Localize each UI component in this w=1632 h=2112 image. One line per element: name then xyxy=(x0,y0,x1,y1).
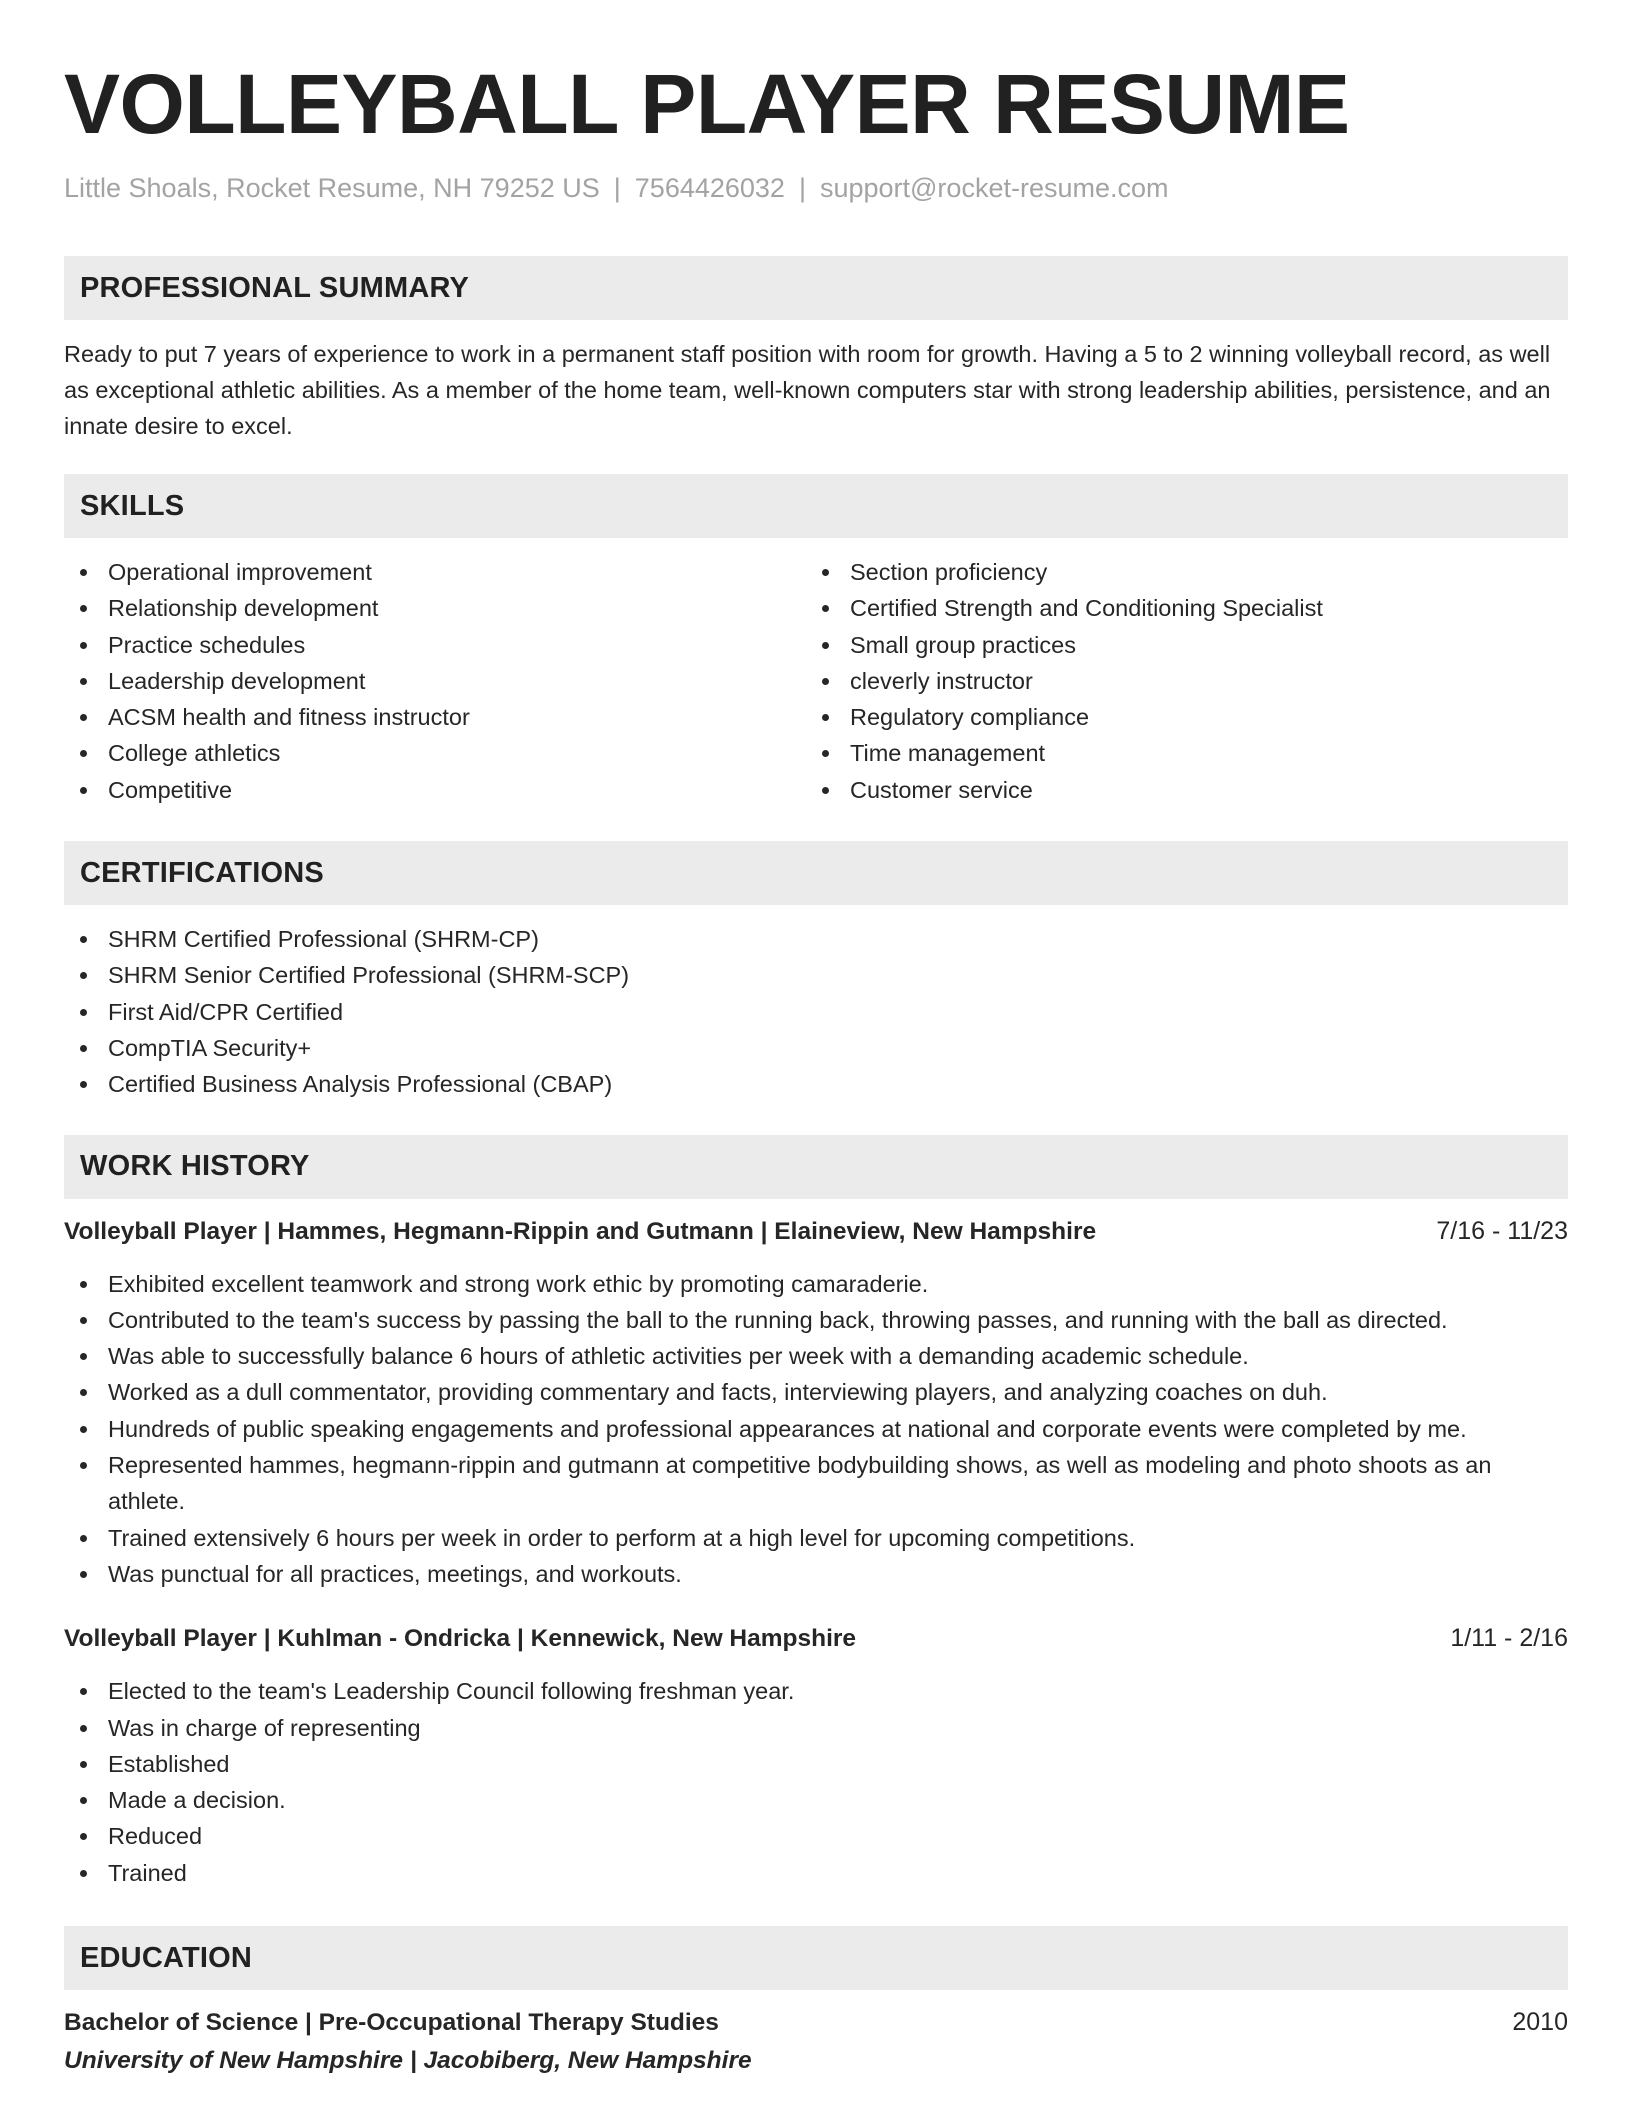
skill-item: Time management xyxy=(806,735,1548,771)
skills-list-left xyxy=(64,554,806,808)
education-heading xyxy=(64,2006,1568,2039)
section-header-education: EDUCATION xyxy=(64,1926,1568,1990)
job-bullet: Established xyxy=(64,1746,1568,1782)
job-heading xyxy=(64,1215,1568,1248)
summary-text: Ready to put 7 years of experience to work in a permanent staff position with room for growth. Having a 5 to 2 winning volleyball record, as well as exceptional athletic abilities. As a member of the home team, well-known computers star with strong leadership abilities, persistence, and an innate desire to excel. xyxy=(64,341,1551,439)
job-dates: 7/16 - 11/23 xyxy=(1436,1216,1568,1245)
section-header-work-history: WORK HISTORY xyxy=(64,1135,1568,1199)
contact-separator: | xyxy=(613,173,621,203)
skill-item: Leadership development xyxy=(64,663,806,699)
job-bullet: Trained xyxy=(64,1855,1568,1891)
job-bullet: Was able to successfully balance 6 hours of athletic activities per week with a demanding academic schedule. xyxy=(64,1338,1568,1374)
job-bullet: Made a decision. xyxy=(64,1782,1568,1818)
job-bullet: Trained extensively 6 hours per week in order to perform at a high level for upcoming competitions. xyxy=(64,1520,1568,1556)
contact-line xyxy=(64,172,1568,204)
education-school: University of New Hampshire | Jacobiberg, New Hampshire xyxy=(64,2047,752,2075)
skill-item: Practice schedules xyxy=(64,627,806,663)
skill-item: Small group practices xyxy=(806,627,1548,663)
job-bullet: Was in charge of representing xyxy=(64,1710,1568,1746)
skill-item: ACSM health and fitness instructor xyxy=(64,699,806,735)
skills-list-right xyxy=(806,554,1548,808)
job-bullet: Hundreds of public speaking engagements and professional appearances at national and corporate events were completed by me. xyxy=(64,1411,1568,1447)
contact-address: Little Shoals, Rocket Resume, NH 79252 US xyxy=(64,173,600,203)
job-bullets xyxy=(64,1266,1568,1593)
education-degree: Bachelor of Science | Pre-Occupational Therapy Studies xyxy=(64,2009,719,2037)
contact-email[interactable]: support@rocket-resume.com xyxy=(819,173,1169,203)
section-header-certifications: CERTIFICATIONS xyxy=(64,841,1568,905)
resume-title: VOLLEYBALL PLAYER RESUME xyxy=(64,57,1350,151)
certification-item: CompTIA Security+ xyxy=(64,1030,1568,1066)
skills-grid xyxy=(64,554,1568,808)
job-bullet: Was punctual for all practices, meetings, and workouts. xyxy=(64,1556,1568,1592)
skill-item: Competitive xyxy=(64,772,806,808)
job-bullet: Contributed to the team's success by passing the ball to the running back, throwing passes, and running with the ball as directed. xyxy=(64,1302,1568,1338)
skill-item: Operational improvement xyxy=(64,554,806,590)
certification-item: Certified Business Analysis Professional (CBAP) xyxy=(64,1066,1568,1102)
skill-item: Section proficiency xyxy=(806,554,1548,590)
job-bullets xyxy=(64,1673,1568,1891)
skill-item: Relationship development xyxy=(64,590,806,626)
certifications-list xyxy=(64,921,1568,1102)
skill-item: Customer service xyxy=(806,772,1548,808)
section-header-skills: SKILLS xyxy=(64,474,1568,538)
education-year: 2010 xyxy=(1512,2008,1568,2037)
job-bullet: Exhibited excellent teamwork and strong work ethic by promoting camaraderie. xyxy=(64,1266,1568,1302)
certification-item: First Aid/CPR Certified xyxy=(64,994,1568,1030)
contact-phone: 7564426032 xyxy=(634,173,785,203)
skill-item: cleverly instructor xyxy=(806,663,1548,699)
contact-separator: | xyxy=(798,173,806,203)
skill-item: Regulatory compliance xyxy=(806,699,1548,735)
job-heading xyxy=(64,1622,1568,1655)
certification-item: SHRM Certified Professional (SHRM-CP) xyxy=(64,921,1568,957)
job-bullet: Represented hammes, hegmann-rippin and gutmann at competitive bodybuilding shows, as well as modeling and photo shoots as an athlete. xyxy=(64,1447,1568,1520)
job-bullet: Elected to the team's Leadership Council following freshman year. xyxy=(64,1673,1568,1709)
job-dates: 1/11 - 2/16 xyxy=(1450,1624,1568,1653)
skill-item: Certified Strength and Conditioning Specialist xyxy=(806,590,1548,626)
job-title: Volleyball Player | Kuhlman - Ondricka | Kennewick, New Hampshire xyxy=(64,1625,857,1653)
section-header-summary: PROFESSIONAL SUMMARY xyxy=(64,256,1568,320)
skill-item: College athletics xyxy=(64,735,806,771)
job-bullet: Worked as a dull commentator, providing commentary and facts, interviewing players, and analyzing coaches on duh. xyxy=(64,1374,1568,1410)
job-bullet: Reduced xyxy=(64,1818,1568,1854)
job-title: Volleyball Player | Hammes, Hegmann-Rippin and Gutmann | Elaineview, New Hampshire xyxy=(64,1217,1097,1245)
certification-item: SHRM Senior Certified Professional (SHRM-SCP) xyxy=(64,957,1568,993)
